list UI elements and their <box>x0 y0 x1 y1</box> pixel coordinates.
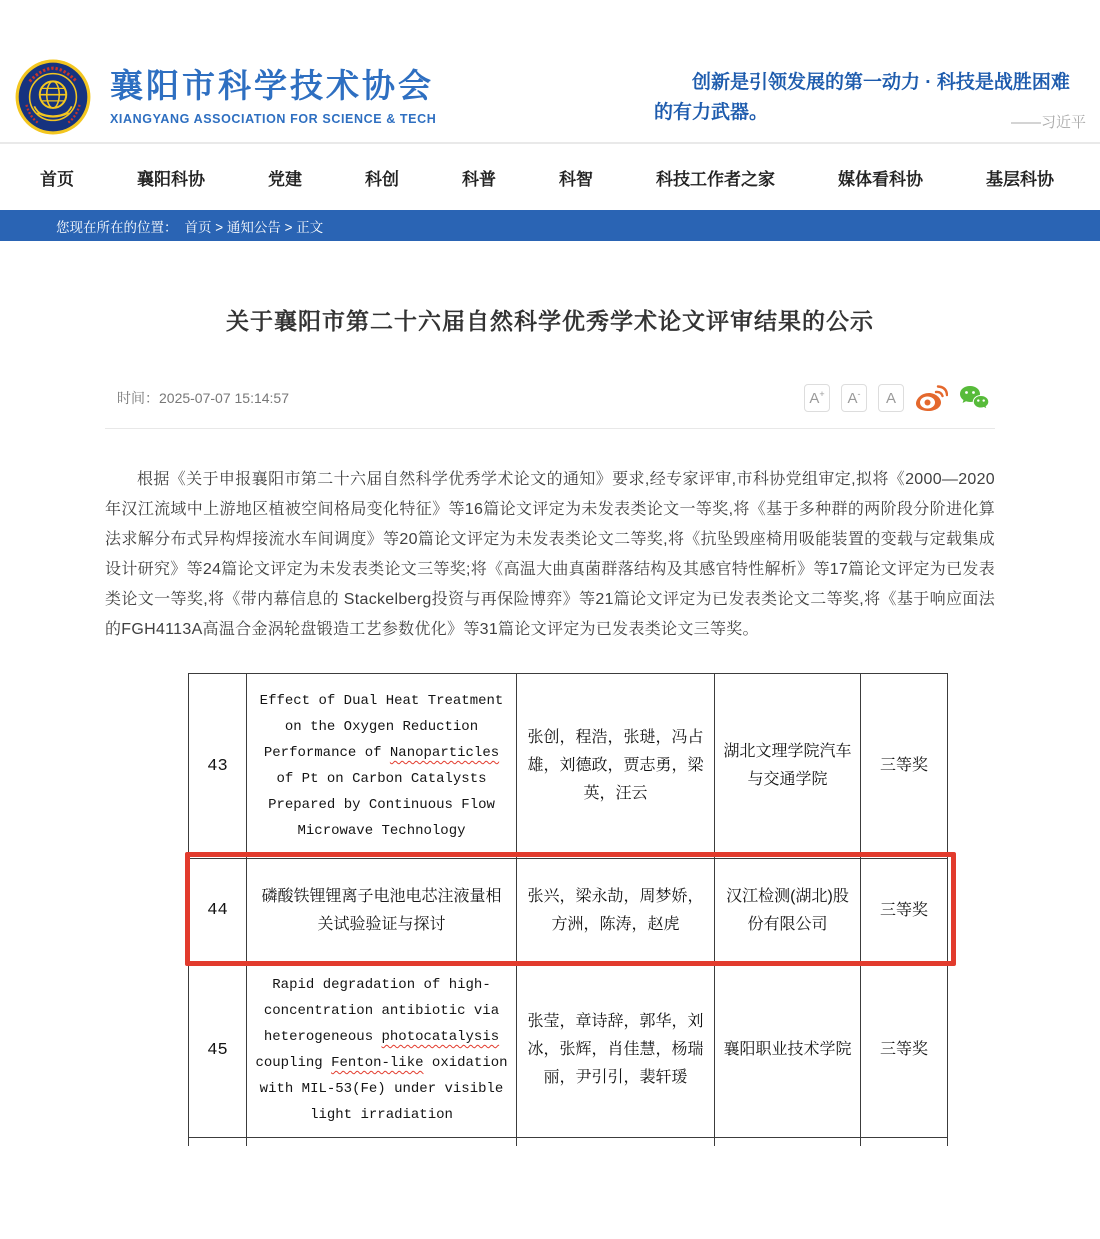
breadcrumb-link-3[interactable]: 正文 <box>296 219 324 235</box>
weibo-icon[interactable] <box>915 385 948 412</box>
cell-paper-title: 磷酸铁锂锂离子电池电芯注液量相关试验验证与探讨 <box>247 859 517 963</box>
font-size-button-aplus[interactable]: A + <box>804 384 830 412</box>
font-size-button-a[interactable]: A <box>878 384 904 412</box>
cell-authors: 张莹，章诗辞，郭华，刘冰，张辉，肖佳慧，杨瑞丽，尹引引，裴轩瑗 <box>517 963 715 1138</box>
page-title: 关于襄阳市第二十六届自然科学优秀学术论文评审结果的公示 <box>226 308 874 334</box>
results-table-area <box>188 673 950 1146</box>
main-nav <box>0 144 1100 210</box>
table-row-44 <box>189 859 948 963</box>
spellcheck-underline: Fenton-like <box>331 1055 424 1071</box>
header-slogan <box>654 68 1086 129</box>
publish-time <box>117 388 289 408</box>
breadcrumb-separator: > <box>280 219 297 235</box>
cell-authors: 张创，程浩，张琎，冯占雄，刘德政，贾志勇，梁英，汪云 <box>517 674 715 859</box>
site-brand <box>14 58 436 136</box>
nav-item-9[interactable]: 基层科协 <box>986 169 1054 189</box>
spellcheck-underline: Nanoparticles <box>389 745 500 761</box>
cell-number: 43 <box>189 674 247 859</box>
table-row-45 <box>189 963 948 1138</box>
cell-authors: 张兴，梁永劼，周梦娇，方洲，陈涛，赵虎 <box>517 859 715 963</box>
wechat-icon[interactable] <box>959 385 989 412</box>
cell-organization: 襄阳职业技术学院 <box>715 963 861 1138</box>
time-label: 时间： <box>117 390 159 406</box>
nav-item-5[interactable]: 科普 <box>462 169 496 189</box>
association-emblem-icon <box>14 58 92 136</box>
article-meta-row <box>105 384 995 412</box>
cell-award: 三等奖 <box>861 674 948 859</box>
table-row-partial <box>189 1138 948 1147</box>
article-toolbar <box>804 384 989 412</box>
font-size-buttons <box>804 384 904 412</box>
cell-organization: 汉江检测(湖北)股份有限公司 <box>715 859 861 963</box>
slogan-attribution: ——习近平 <box>1010 113 1086 131</box>
article-body: 根据《关于申报襄阳市第二十六届自然科学优秀学术论文的通知》要求,经专家评审,市科协党组审定,拟将《2000—2020年汉江流域中上游地区植被空间格局变化特征》等16篇论文评定为未发表类论文一等奖,将《基于多种群的两阶段分阶进化算法求解分布式异构焊接流水车间调度》等20篇论文评定为未发表类论文二等奖,将《抗坠毁座椅用吸能装置的变载与定载集成设计研究》等24篇论文评定为未发表类论文三等奖;将《高温大曲真菌群落结构及其感官特性解析》等17篇论文评定为已发表类论文一等奖,将《带内幕信息的 Stackelberg投资与再保险博弈》等21篇论文评定为已发表类论文二等奖,将《基于响应面法的FGH4113A高温合金涡轮盘锻造工艺参数优化》等31篇论文评定为已发表类论文三等奖。 <box>105 471 995 638</box>
nav-item-4[interactable]: 科创 <box>365 169 399 189</box>
cell-award: 三等奖 <box>861 963 948 1138</box>
article-main <box>0 303 1100 1146</box>
breadcrumb-link-1[interactable]: 首页 <box>184 219 212 235</box>
org-name-cn: 襄阳市科学技术协会 <box>110 67 434 105</box>
breadcrumb-prefix: 您现在所在的位置： <box>56 219 178 235</box>
results-table-clip <box>188 673 950 1146</box>
cell-award: 三等奖 <box>861 859 948 963</box>
time-value: 2025-07-07 15:14:57 <box>159 390 289 406</box>
slogan-text: 创新是引领发展的第一动力 · 科技是战胜困难的有力武器。 <box>654 72 1070 124</box>
nav-item-6[interactable]: 科智 <box>559 169 593 189</box>
org-name-en: XIANGYANG ASSOCIATION FOR SCIENCE & TECH <box>110 111 437 126</box>
cell-paper-title: Rapid degradation of high-concentration antibiotic via heterogeneous photocatalysis coupling Fenton-like oxidation with MIL-53(Fe) under visible light irradiation <box>247 963 517 1138</box>
cell-paper-title: Effect of Dual Heat Treatment on the Oxygen Reduction Performance of Nanoparticles of Pt on Carbon Catalysts Prepared by Continuous Flow Microwave Technology <box>247 674 517 859</box>
nav-item-7[interactable]: 科技工作者之家 <box>656 169 775 189</box>
breadcrumb-separator: > <box>211 219 227 235</box>
cell-number: 44 <box>189 859 247 963</box>
nav-item-1[interactable]: 首页 <box>40 169 74 189</box>
cell-organization: 湖北文理学院汽车与交通学院 <box>715 674 861 859</box>
cell-number: 45 <box>189 963 247 1138</box>
nav-item-2[interactable]: 襄阳科协 <box>137 169 205 189</box>
spellcheck-underline: photocatalysis <box>381 1029 500 1045</box>
nav-item-3[interactable]: 党建 <box>268 169 302 189</box>
nav-item-8[interactable]: 媒体看科协 <box>838 169 923 189</box>
site-header <box>0 0 1100 142</box>
font-size-button-aminus[interactable]: A - <box>841 384 867 412</box>
table-row-43 <box>189 674 948 859</box>
breadcrumb-links <box>185 216 324 236</box>
results-table <box>188 673 948 1146</box>
breadcrumb-link-2[interactable]: 通知公告 <box>226 219 281 235</box>
breadcrumb <box>0 210 1100 241</box>
meta-divider <box>105 428 995 429</box>
